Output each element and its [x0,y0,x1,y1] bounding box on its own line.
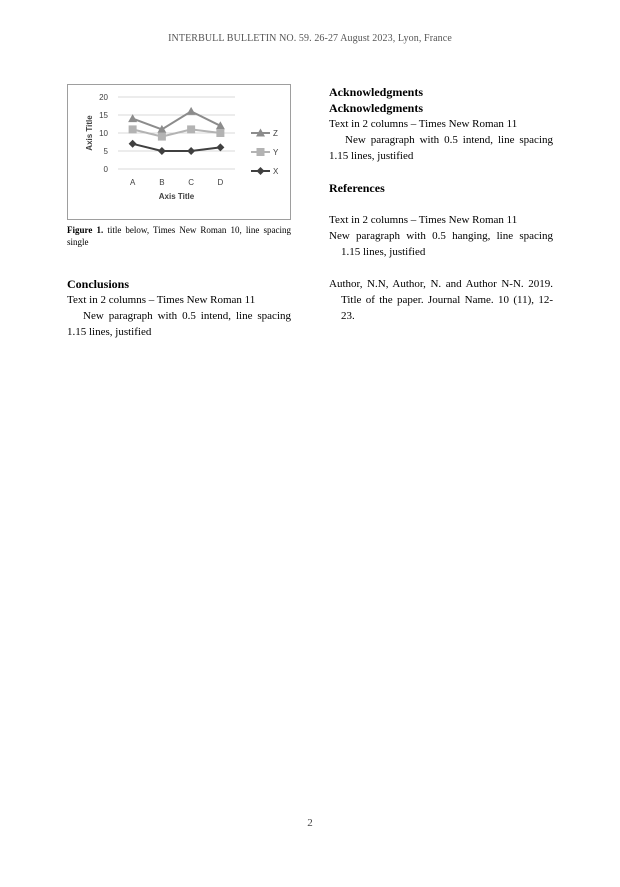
data-point-y [216,129,224,137]
legend-label: Y [273,148,279,157]
references-paragraph: New paragraph with 0.5 hanging, line spacing 1.15 lines, justified [329,230,553,258]
caption-text: title below, Times New Roman 10, line spacing single [67,225,291,247]
legend-label: X [273,167,279,176]
x-axis-title: Axis Title [158,192,195,201]
y-tick-label: 0 [103,165,108,174]
y-tick-label: 15 [99,111,108,120]
legend-marker [257,148,265,156]
y-tick-label: 10 [99,129,108,138]
right-column [329,84,553,324]
conclusions-text: Text in 2 columns – Times New Roman 11 [67,294,256,306]
data-point-x [129,140,137,148]
caption-label: Figure 1. [67,225,104,235]
figure-caption [67,224,291,248]
legend-label: Z [273,129,278,138]
series-line-x [133,144,221,151]
left-column [67,84,291,340]
y-tick-label: 20 [99,93,108,102]
figure-chart [67,84,291,220]
series-line-z [133,111,221,129]
line-chart [68,85,290,219]
acknowledgments-paragraph: New paragraph with 0.5 intend, line spacing 1.15 lines, justified [329,134,553,162]
data-point-y [129,125,137,133]
references-heading: References [329,181,385,195]
page-number: 2 [307,817,313,829]
data-point-x [216,143,224,151]
running-head: INTERBULL BULLETIN NO. 59. 26-27 August 2023, Lyon, France [168,33,452,44]
conclusions-heading: Conclusions [67,277,130,291]
data-point-x [187,147,195,155]
x-tick-label: B [159,178,165,187]
data-point-x [158,147,166,155]
references-text: Text in 2 columns – Times New Roman 11 [329,214,518,226]
y-axis-title: Axis Title [85,115,94,151]
data-point-y [158,133,166,141]
legend-marker [257,167,265,175]
conclusions-paragraph: New paragraph with 0.5 intend, line spacing 1.15 lines, justified [67,310,291,338]
acknowledgments-text: Text in 2 columns – Times New Roman 11 [329,118,518,130]
x-tick-label: D [217,178,224,187]
x-tick-label: A [129,178,136,187]
data-point-z [187,107,196,115]
y-tick-label: 5 [103,147,108,156]
x-tick-label: C [188,178,195,187]
reference-entry: Author, N.N, Author, N. and Author N-N. 2019. Title of the paper. Journal Name. 10 (11), 12-23. [329,278,553,322]
acknowledgments-heading: Acknowledgments [329,85,424,99]
data-point-y [187,125,195,133]
acknowledgments-heading-repeat: Acknowledgments [329,101,424,115]
